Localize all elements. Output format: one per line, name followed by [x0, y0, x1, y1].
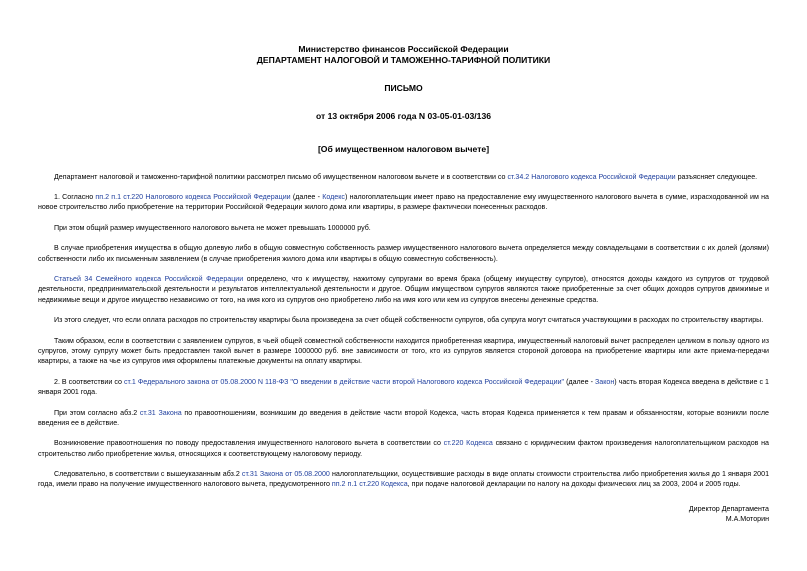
link-law[interactable]: Закон: [594, 377, 615, 386]
paragraph-text: , при подаче налоговой декларации по налогу на доходы физических лиц за 2003, 2004 и 2005 годы.: [407, 480, 741, 489]
paragraph-2: [38, 192, 769, 212]
paragraph-text: Следовательно, в соответствии с вышеуказанным абз.2: [54, 470, 242, 479]
paragraph-3: [38, 223, 769, 233]
link-tax-code-art-34-2[interactable]: ст.34.2 Налогового кодекса Российской Федерации: [507, 172, 676, 181]
document-subject: [Об имущественном налоговом вычете]: [317, 144, 490, 154]
paragraph-text: Из этого следует, что если оплата расходов по строительству квартиры была произведена за счет общей собственности супругов, оба супруга могут считаться участвующими в расходах по строительству квартиры.: [54, 316, 764, 325]
paragraph-text: разъясняет следующее.: [675, 172, 758, 181]
paragraph-6: [38, 315, 769, 325]
paragraph-text: налогоплательщики, осуществившие расходы в виде оплаты стоимости строительства либо приобретения жилья до 1 января 2001 года, имели право на получение имущественного налогового вычета, предусмотренного: [38, 470, 770, 489]
signature-position: Директор Департамента: [688, 504, 769, 513]
paragraph-text: по правоотношениям, возникшим до введения в действие части второй Кодекса, часть вторая Кодекса применяется к тем правам и обязанностям, которые возникли после введения ее в действие.: [38, 408, 770, 427]
paragraph-text: ) налогоплательщик имеет право на предоставление ему имущественного налогового вычета в сумме, израсходованной им на новое строительство либо приобретение на территории Российской Федерации жилого дома или квартиры, в размере фактически понесенных расходов.: [38, 193, 769, 212]
paragraph-5: [38, 274, 769, 305]
paragraph-7: [38, 336, 769, 367]
document-type: ПИСЬМО: [384, 83, 423, 93]
paragraph-text: 2. В соответствии со: [54, 377, 124, 386]
link-code-art-220[interactable]: ст.220 Кодекса: [443, 439, 493, 448]
paragraph-10: [38, 438, 769, 458]
paragraph-1: [38, 172, 769, 182]
document-header: [38, 44, 769, 155]
department-name: ДЕПАРТАМЕНТ НАЛОГОВОЙ И ТАМОЖЕННО-ТАРИФНОЙ ПОЛИТИКИ: [256, 54, 551, 65]
link-tax-code-art-220[interactable]: пп.2 п.1 ст.220 Налогового кодекса Российской Федерации: [95, 193, 291, 202]
paragraph-8: [38, 377, 769, 397]
paragraph-text: Департамент налоговой и таможенно-тарифной политики рассмотрел письмо об имущественном налоговом вычете и в соответствии со: [54, 172, 508, 181]
ministry-name: Министерство финансов Российской Федерации: [298, 44, 509, 54]
paragraph-text: 1. Согласно: [54, 193, 96, 202]
paragraph-4: [38, 243, 769, 263]
paragraph-text: (далее -: [290, 193, 323, 202]
paragraph-text: определено, что к имуществу, нажитому супругами во время брака (общему имуществу супругов), относятся доходы каждого из супругов от трудовой деятельности, предпринимательской деятельности и результатов интеллектуальной деятельности и другое. Общим имуществом супругов являются также приобретенные за счет общих доходов супругов движимые и недвижимые вещи и другое имущество независимо от того, на имя кого из супругов оно приобретено либо на имя кого или кем из супругов внесены денежные средства.: [38, 275, 769, 304]
document-body: [38, 172, 769, 490]
paragraph-text: связано с юридическим фактом произведения налогоплательщиком расходов на строительство либо приобретение жилья, относящихся к соответствующему налоговому периоду.: [38, 439, 770, 458]
link-code-art-220-pp2[interactable]: пп.2 п.1 ст.220 Кодекса: [331, 480, 408, 489]
paragraph-11: [38, 469, 769, 489]
link-code[interactable]: Кодекс: [322, 193, 345, 202]
paragraph-text: Возникновение правоотношения по поводу предоставления имущественного налогового вычета в соответствии со: [54, 439, 444, 448]
paragraph-text: При этом согласно абз.2: [54, 408, 140, 417]
paragraph-text: ) часть вторая Кодекса введена в действие с 1 января 2001 года.: [38, 377, 769, 397]
link-law-art-31-2000[interactable]: ст.31 Закона от 05.08.2000: [241, 470, 330, 479]
paragraph-text: В случае приобретения имущества в общую долевую либо в общую совместную собственность размер имущественного налогового вычета определяется между совладельцами в соответствии с их долей (долями) собственности либо их письменным заявлением (в случае приобретения жилого дома или квартиры в общую совместную собственность).: [38, 244, 769, 263]
paragraph-9: [38, 408, 769, 428]
link-family-code-art-34[interactable]: Статьей 34 Семейного кодекса Российской Федерации: [54, 275, 244, 284]
paragraph-text: При этом общий размер имущественного налогового вычета не может превышать 1000000 руб.: [54, 223, 371, 232]
paragraph-text: (далее -: [564, 377, 595, 386]
link-federal-law-118-fz[interactable]: ст.1 Федерального закона от 05.08.2000 N 118-ФЗ "О введении в действие части второй Налогового кодекса Российской Федерации": [123, 377, 565, 386]
signature-name: М.А.Моторин: [725, 514, 769, 523]
document-date-number: от 13 октября 2006 года N 03-05-01-03/136: [315, 110, 492, 121]
link-law-art-31[interactable]: ст.31 Закона: [139, 408, 182, 417]
signature-block: [38, 504, 769, 524]
paragraph-text: Таким образом, если в соответствии с заявлением супругов, в чьей общей совместной собственности находится приобретенная квартира, имущественный налоговый вычет распределен целиком в пользу одного из супругов, этому супругу может быть предоставлен такой вычет в размере 1000000 руб. вне зависимости от того, кто из супругов является стороной договора на приобретение квартиры или акте приема-передачи квартиры, а также на чье из супругов имя оформлены платежные документы на оплату квартиры.: [38, 336, 769, 366]
